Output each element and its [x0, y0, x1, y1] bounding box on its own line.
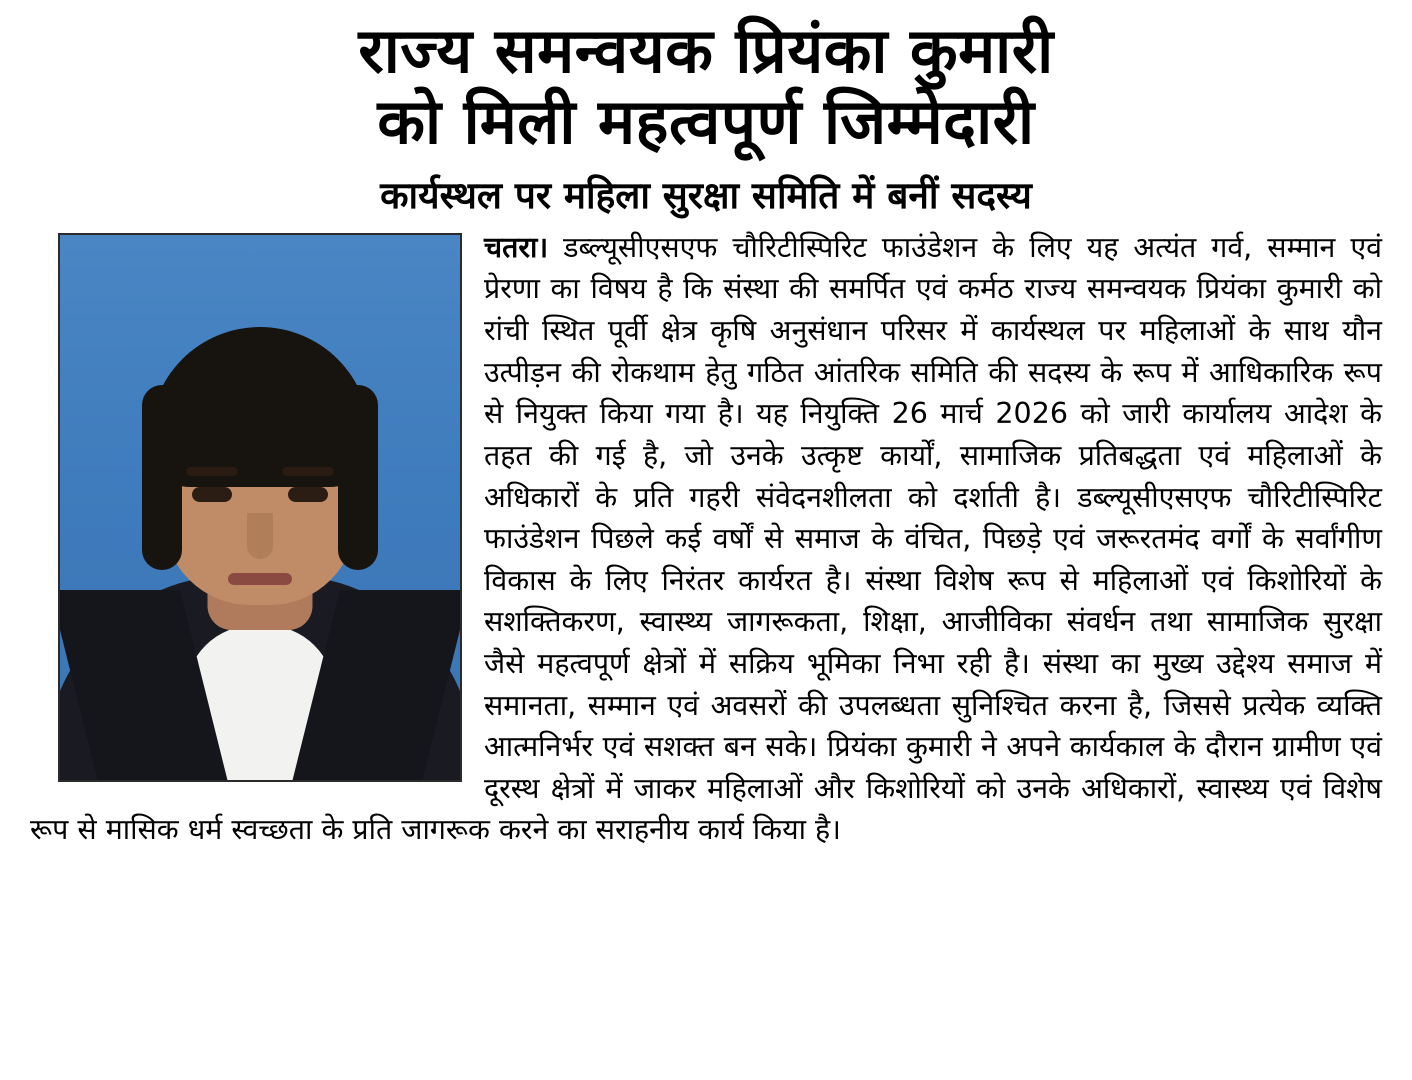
article-body-text: डब्ल्यूसीएसएफ चौरिटीस्पिरिट फाउंडेशन के लिए यह अत्यंत गर्व, सम्मान एवं प्रेरणा का विषय है कि संस्था की समर्पित एवं कर्मठ राज्य समन्वयक प्रियंका कुमारी को रांची स्थित पूर्वी क्षेत्र कृषि अनुसंधान परिसर में कार्यस्थल पर महिलाओं के साथ यौन उत्पीड़न की रोकथाम हेतु गठित आंतरिक समिति की सदस्य के रूप में आधिकारिक रूप से नियुक्त किया गया है। यह नियुक्ति 26 मार्च 2026 को जारी कार्यालय आदेश के तहत की गई है, जो उनके उत्कृष्ट कार्यों, सामाजिक प्रतिबद्धता एवं महिलाओं के अधिकारों के प्रति गहरी संवेदनशीलता को दर्शाती है। डब्ल्यूसीएसएफ चौरिटीस्पिरिट फाउंडेशन पिछले कई वर्षों से समाज के वंचित, पिछड़े एवं जरूरतमंद वर्गों के सर्वांगीण विकास के लिए निरंतर कार्यरत है। संस्था विशेष रूप से महिलाओं एवं किशोरियों के सशक्तिकरण, स्वास्थ्य जागरूकता, शिक्षा, आजीविका संवर्धन तथा सामाजिक सुरक्षा जैसे महत्वपूर्ण क्षेत्रों में सक्रिय भूमिका निभा रही है। संस्था का मुख्य उद्देश्य समाज में समानता, सम्मान एवं अवसरों की उपलब्धता सुनिश्चित करना है, जिससे प्रत्येक व्यक्ति आत्मनिर्भर एवं सशक्त बन सके। प्रियंका कुमारी ने अपने कार्यकाल के दौरान ग्रामीण एवं दूरस्थ क्षेत्रों में जाकर महिलाओं और किशोरियों को उनके अधिकारों, स्वास्थ्य एवं विशेष रूप से मासिक धर्म स्वच्छता के प्रति जागरूक करने का सराहनीय कार्य किया है। — [30, 230, 1382, 847]
dateline: चतरा। — [484, 230, 549, 264]
eyebrow-right-shape — [282, 467, 334, 476]
eyebrow-left-shape — [186, 467, 238, 476]
page-title — [121, 14, 1291, 159]
headline-line-1: राज्य समन्वयक प्रियंका कुमारी — [358, 14, 1054, 87]
subheadline: कार्यस्थल पर महिला सुरक्षा समिति में बनीं सदस्य — [380, 174, 1032, 218]
mouth-shape — [228, 573, 292, 585]
hair-side-right-shape — [338, 385, 378, 570]
headline-line-2: को मिली महत्वपूर्ण जिम्मेदारी — [377, 85, 1035, 159]
eye-left-shape — [192, 487, 232, 502]
article-body — [30, 227, 1382, 851]
eye-right-shape — [288, 487, 328, 502]
hair-side-left-shape — [142, 385, 182, 570]
portrait-photo — [58, 233, 462, 782]
nose-shape — [247, 513, 273, 559]
